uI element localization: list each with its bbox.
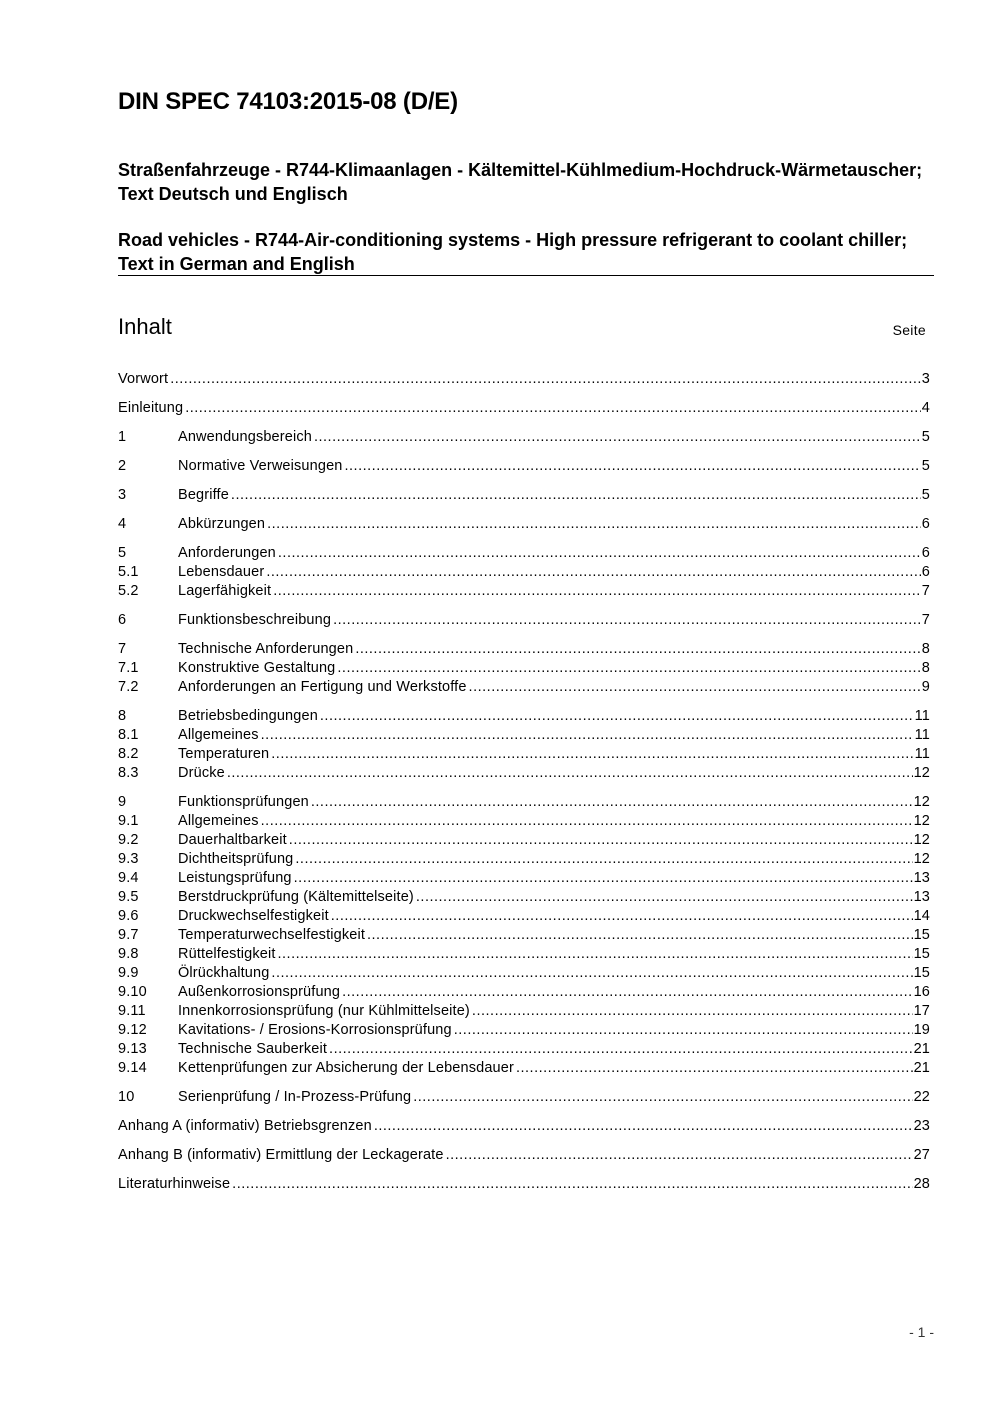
toc-entry[interactable] [118,1175,930,1194]
toc-entry-number: 9.6 [118,908,139,924]
toc-page-label: Seite [892,322,926,338]
toc-entry-number: 7.2 [118,679,139,695]
toc-leader-dots [269,745,913,764]
toc-entry-page: 6 [921,545,930,561]
toc-entry-number: 9.14 [118,1060,147,1076]
toc-leader-dots [318,707,914,726]
toc-entry-title: Berstdruckprüfung (Kältemittelseite) [178,889,414,905]
toc-entry[interactable] [118,764,930,783]
toc-leader-dots [287,831,913,850]
toc-entry-title: Anforderungen [178,545,276,561]
subtitle-english: Road vehicles - R744-Air-conditioning systems - High pressure refrigerant to coolant chiller; Text in German and English [118,230,908,274]
toc-leader-dots [335,659,920,678]
toc-entry-title: Dauerhaltbarkeit [178,832,287,848]
toc-entry-page: 12 [913,813,930,829]
toc-entry[interactable] [118,1146,930,1165]
toc-entry-page: 27 [913,1147,930,1163]
toc-entry-page: 13 [913,870,930,886]
toc-entry-title: Rüttelfestigkeit [178,946,276,962]
toc-entry-number: 10 [118,1089,135,1105]
toc-entry-page: 5 [921,458,930,474]
toc-entry[interactable] [118,515,930,534]
toc-leader-dots [331,611,921,630]
toc-entry-title: Außenkorrosionsprüfung [178,984,341,1000]
toc-entry-title: Serienprüfung / In-Prozess-Prüfung [178,1089,412,1105]
toc-leader-dots [269,964,912,983]
toc-entry-page: 11 [914,746,930,762]
toc-entry-page: 11 [914,727,930,743]
toc-entry[interactable] [118,869,930,888]
toc-entry-title: Allgemeines [178,813,259,829]
toc-entry-title: Technische Anforderungen [178,641,354,657]
toc-entry-page: 8 [921,660,930,676]
toc-entry-page: 22 [913,1089,930,1105]
toc-entry-title: Anwendungsbereich [178,429,312,445]
page-number: - 1 - [909,1324,934,1340]
toc-entry-number: 9.11 [118,1003,146,1019]
toc-leader-dots [264,563,920,582]
toc-entry[interactable] [118,486,930,505]
toc-entry[interactable] [118,1002,930,1021]
toc-entry[interactable] [118,370,930,389]
toc-leader-dots [353,640,920,659]
toc-entry-page: 11 [914,708,930,724]
toc-entry-title: Lagerfähigkeit [178,583,272,599]
toc-entry-page: 12 [913,832,930,848]
toc-leader-dots [329,907,913,926]
toc-entry-number: 9.9 [118,965,139,981]
toc-leader-dots [271,582,921,601]
toc-entry[interactable] [118,428,930,447]
toc-entry[interactable] [118,399,930,418]
toc-entry[interactable] [118,926,930,945]
toc-entry-number: 9.4 [118,870,139,886]
toc-entry[interactable] [118,888,930,907]
toc-entry-page: 15 [913,946,930,962]
toc-entry-page: 5 [921,429,930,445]
toc-entry-title: Betriebsbedingungen [178,708,318,724]
toc-leader-dots [276,945,913,964]
toc-entry-number: 8.2 [118,746,139,762]
toc-leader-dots [343,457,921,476]
toc-entry-title: Druckwechselfestigkeit [178,908,329,924]
toc-entry-title: Normative Verweisungen [178,458,343,474]
toc-entry-title: Leistungsprüfung [178,870,292,886]
toc-entry-title: Kavitations- / Erosions-Korrosionsprüfung [178,1022,452,1038]
toc-entry-number: 9.5 [118,889,139,905]
toc-entry-title: Abkürzungen [178,516,266,532]
toc-entry-page: 7 [921,583,930,599]
toc-entry[interactable] [118,1021,930,1040]
toc-entry-page: 28 [913,1176,930,1192]
toc-entry[interactable] [118,1088,930,1107]
toc-entry-title: Anhang A (informativ) Betriebsgrenzen [118,1118,372,1134]
toc-entry-title: Lebensdauer [178,564,265,580]
toc-entry-number: 5.2 [118,583,139,599]
toc-entry-page: 8 [921,641,930,657]
toc-entry-number: 7.1 [118,660,139,676]
toc-leader-dots [452,1021,913,1040]
toc-entry-title: Drücke [178,765,225,781]
toc-entry[interactable] [118,457,930,476]
toc-leader-dots [293,850,912,869]
toc-leader-dots [414,888,913,907]
toc-leader-dots [327,1040,913,1059]
toc-leader-dots [312,428,921,447]
title-divider [118,275,934,276]
toc-entry-page: 9 [921,679,930,695]
toc-entry-number: 9.1 [118,813,139,829]
toc-leader-dots [230,1175,912,1194]
toc-leader-dots [411,1088,912,1107]
toc-entry-title: Anhang B (informativ) Ermittlung der Leckagerate [118,1147,444,1163]
toc-entry-page: 6 [921,516,930,532]
toc-leader-dots [259,812,913,831]
toc-entry-title: Dichtheitsprüfung [178,851,294,867]
toc-entry-page: 5 [921,487,930,503]
toc-entry[interactable] [118,611,930,630]
toc-entry[interactable] [118,563,930,582]
toc-entry-title: Literaturhinweise [118,1176,231,1192]
toc-entry[interactable] [118,945,930,964]
toc-entry-number: 5 [118,545,127,561]
toc-entry-number: 4 [118,516,127,532]
toc-entry[interactable] [118,745,930,764]
toc-entry-page: 12 [913,794,930,810]
toc-leader-dots [183,399,921,418]
toc-entry-number: 3 [118,487,127,503]
toc-entry-number: 9.8 [118,946,139,962]
toc-entry-title: Kettenprüfungen zur Absicherung der Lebensdauer [178,1060,514,1076]
toc-entry-number: 9.10 [118,984,147,1000]
toc-entry-title: Funktionsprüfungen [178,794,309,810]
toc-entry[interactable] [118,582,930,601]
toc-entry-page: 23 [913,1118,930,1134]
toc-entry[interactable] [118,659,930,678]
toc-entry-page: 6 [921,564,930,580]
toc-entry[interactable] [118,812,930,831]
toc-entry-page: 17 [913,1003,930,1019]
toc-entry-number: 6 [118,612,127,628]
toc-entry-number: 9.2 [118,832,139,848]
toc-heading: Inhalt [118,314,172,339]
toc-entry-title: Technische Sauberkeit [178,1041,328,1057]
toc-entry[interactable] [118,907,930,926]
toc-entry-title: Funktionsbeschreibung [178,612,332,628]
toc-entry[interactable] [118,707,930,726]
toc-entry-title: Vorwort [118,371,169,387]
toc-entry[interactable] [118,983,930,1002]
toc-entry-page: 14 [913,908,930,924]
toc-entry-number: 7 [118,641,127,657]
toc-leader-dots [225,764,913,783]
toc-entry-title: Allgemeines [178,727,259,743]
toc-leader-dots [444,1146,913,1165]
toc-leader-dots [514,1059,913,1078]
toc-entry-title: Temperaturen [178,746,270,762]
toc-entry-number: 9 [118,794,127,810]
toc-entry[interactable] [118,831,930,850]
toc-entry-number: 8.3 [118,765,139,781]
toc-entry-number: 2 [118,458,127,474]
toc-entry[interactable] [118,964,930,983]
toc-entry-number: 8 [118,708,127,724]
toc-entry[interactable] [118,678,930,697]
toc-entry-page: 13 [913,889,930,905]
toc-entry[interactable] [118,1117,930,1136]
toc-entry-title: Temperaturwechselfestigkeit [178,927,365,943]
toc-entry-number: 9.12 [118,1022,147,1038]
toc-leader-dots [309,793,913,812]
toc-leader-dots [365,926,913,945]
toc-entry[interactable] [118,726,930,745]
toc-entry-number: 1 [118,429,127,445]
toc-leader-dots [372,1117,913,1136]
toc-entry-title: Innenkorrosionsprüfung (nur Kühlmittelseite) [178,1003,470,1019]
subtitle-german: Straßenfahrzeuge - R744-Klimaanlagen - Kältemittel-Kühlmedium-Hochdruck-Wärmetauscher; Text Deutsch und Englisch [118,160,923,204]
toc-entry-page: 15 [913,965,930,981]
toc-leader-dots [292,869,913,888]
toc-leader-dots [340,983,912,1002]
toc-leader-dots [259,726,914,745]
toc-entry[interactable] [118,544,930,563]
toc-entry[interactable] [118,1059,930,1078]
toc-entry-number: 8.1 [118,727,139,743]
toc-leader-dots [276,544,921,563]
toc-leader-dots [229,486,921,505]
toc-entry-page: 15 [913,927,930,943]
toc-entry-page: 7 [921,612,930,628]
toc-entry-number: 9.13 [118,1041,147,1057]
toc-entry-number: 9.7 [118,927,139,943]
toc-entry-page: 21 [913,1041,930,1057]
toc-entry-page: 12 [913,765,930,781]
toc-entry[interactable] [118,1040,930,1059]
toc-entry-title: Einleitung [118,400,184,416]
toc-leader-dots [168,370,921,389]
table-of-contents [118,370,930,1194]
document-title: DIN SPEC 74103:2015-08 (D/E) [118,88,458,115]
toc-entry[interactable] [118,850,930,869]
toc-entry-page: 21 [913,1060,930,1076]
toc-entry-page: 19 [913,1022,930,1038]
toc-entry[interactable] [118,640,930,659]
toc-entry-title: Begriffe [178,487,229,503]
toc-entry-page: 3 [921,371,930,387]
toc-entry-title: Anforderungen an Fertigung und Werkstoffe [178,679,467,695]
toc-entry-title: Konstruktive Gestaltung [178,660,336,676]
toc-entry-page: 12 [913,851,930,867]
toc-entry-number: 9.3 [118,851,139,867]
toc-leader-dots [265,515,921,534]
toc-entry-title: Ölrückhaltung [178,965,270,981]
toc-entry-page: 4 [921,400,930,416]
toc-entry[interactable] [118,793,930,812]
toc-entry-number: 5.1 [118,564,139,580]
toc-leader-dots [470,1002,913,1021]
toc-entry-page: 16 [913,984,930,1000]
toc-leader-dots [467,678,921,697]
